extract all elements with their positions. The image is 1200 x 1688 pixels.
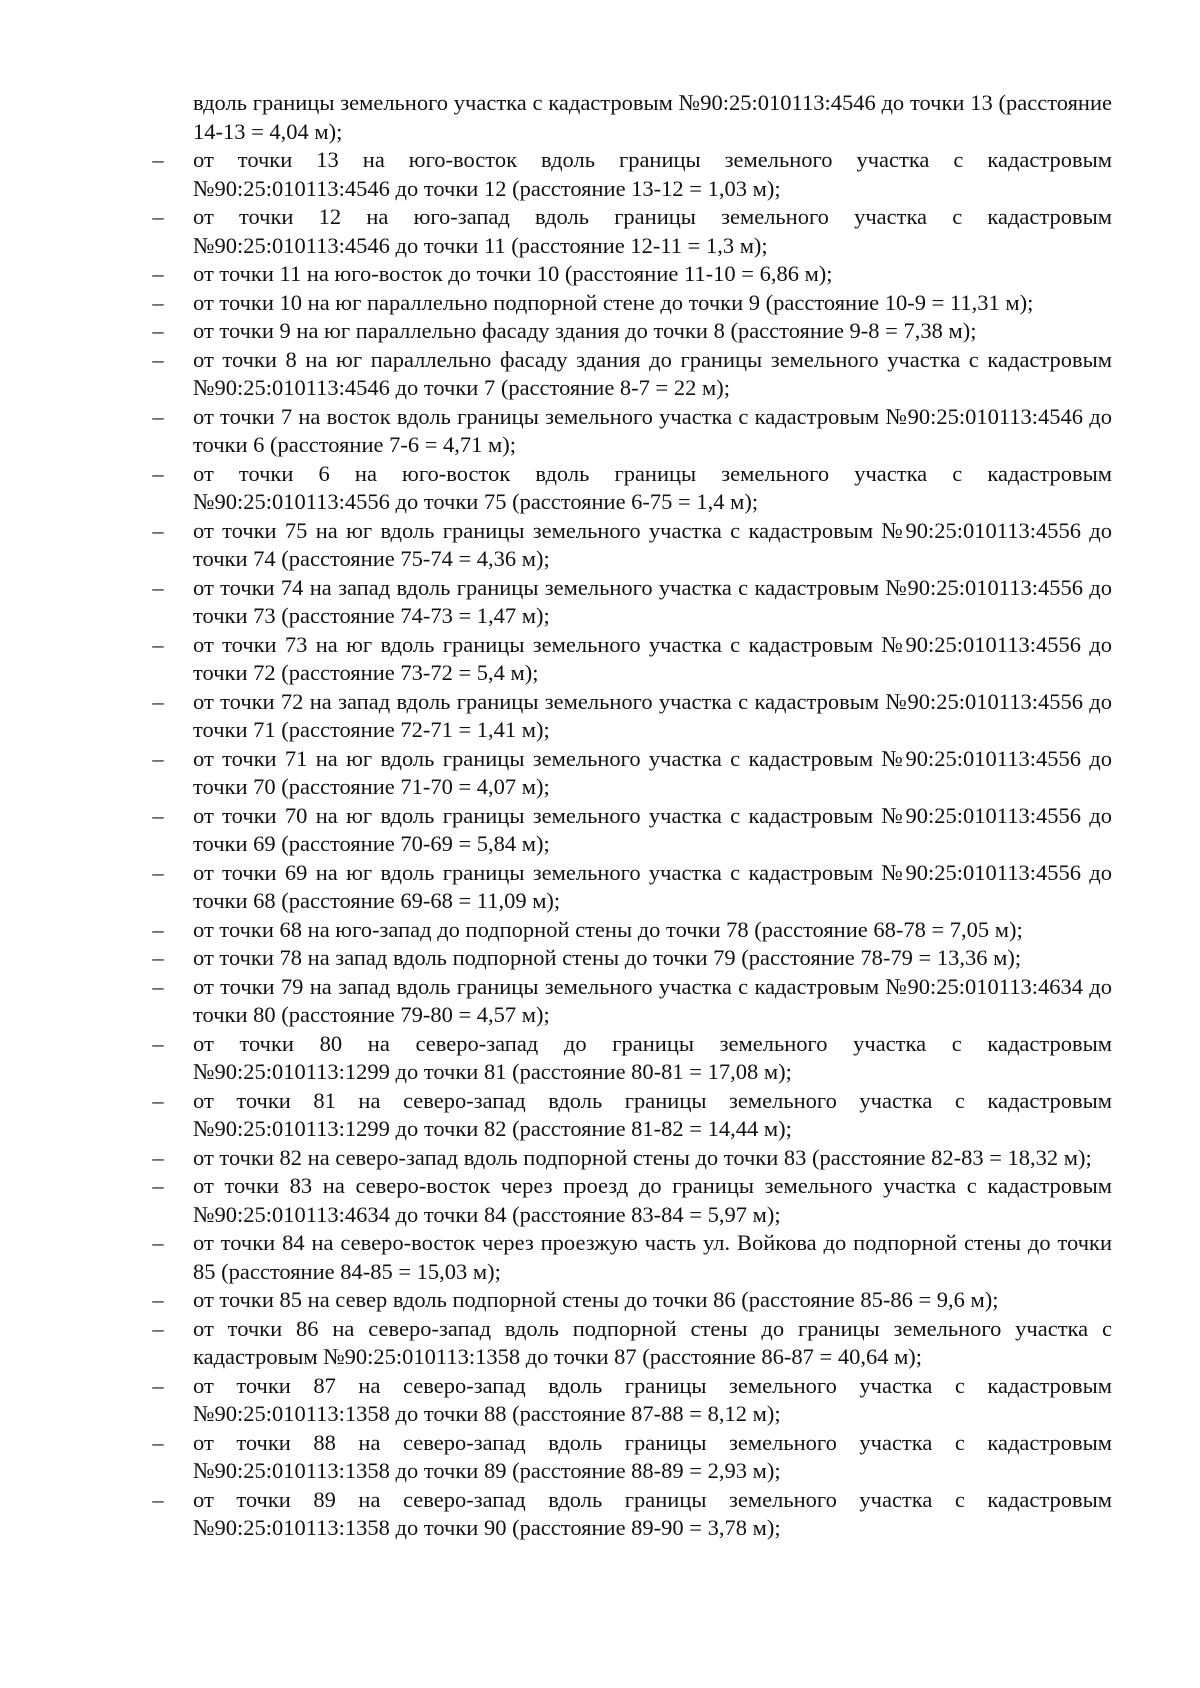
list-item-text: от точки 83 на северо-восток через проезд до границы земельного участка с кадастровым №90:25:010113:4634 до точки 84 (расстояние 83-84 = 5,97 м);: [193, 1173, 1112, 1227]
list-item: [0, 1229, 1200, 1286]
list-item-text: от точки 80 на северо-запад до границы земельного участка с кадастровым №90:25:010113:1299 до точки 81 (расстояние 80-81 = 17,08 м);: [193, 1030, 1112, 1084]
list-bullet-dash: –: [152, 289, 164, 315]
list-bullet-dash: –: [152, 745, 164, 771]
list-bullet-dash: –: [152, 945, 164, 970]
list-item: [0, 1144, 1200, 1173]
list-item-text: от точки 69 на юг вдоль границы земельного участка с кадастровым №90:25:010113:4556 до точки 68 (расстояние 69-68 = 11,09 м);: [193, 859, 1112, 913]
list-item: [0, 973, 1200, 1030]
list-item: [0, 146, 1200, 203]
list-item-text: от точки 75 на юг вдоль границы земельного участка с кадастровым №90:25:010113:4556 до точки 74 (расстояние 75-74 = 4,36 м);: [193, 517, 1112, 571]
list-item: [0, 1429, 1200, 1486]
list-item: [0, 802, 1200, 859]
list-bullet-dash: –: [152, 147, 164, 172]
list-item-text: от точки 87 на северо-запад вдоль границы земельного участка с кадастровым №90:25:010113:1358 до точки 88 (расстояние 87-88 = 8,12 м);: [193, 1372, 1112, 1426]
list-item-text: от точки 71 на юг вдоль границы земельного участка с кадастровым №90:25:010113:4556 до точки 70 (расстояние 71-70 = 4,07 м);: [193, 745, 1112, 799]
list-item-text: от точки 72 на запад вдоль границы земельного участка с кадастровым №90:25:010113:4556 до точки 71 (расстояние 72-71 = 1,41 м);: [193, 688, 1112, 742]
list-bullet-dash: –: [152, 1315, 164, 1341]
list-item-text: от точки 73 на юг вдоль границы земельного участка с кадастровым №90:25:010113:4556 до точки 72 (расстояние 73-72 = 5,4 м);: [193, 631, 1112, 685]
list-bullet-dash: –: [152, 1486, 164, 1512]
list-item: [0, 1372, 1200, 1429]
list-bullet-dash: –: [152, 204, 164, 229]
list-bullet-dash: –: [152, 973, 164, 999]
list-item-text: от точки 8 на юг параллельно фасаду здания до границы земельного участка с кадастровым №90:25:010113:4546 до точки 7 (расстояние 8-7 = 22 м);: [193, 346, 1112, 400]
list-item: [0, 1315, 1200, 1372]
list-item-text: от точки 84 на северо-восток через проезжую часть ул. Войкова до подпорной стены до точки 85 (расстояние 84-85 = 15,03 м);: [193, 1230, 1112, 1284]
list-item: [0, 916, 1200, 945]
list-item: [0, 260, 1200, 289]
list-item: [0, 289, 1200, 318]
list-item: [0, 460, 1200, 517]
list-item-text: от точки 89 на северо-запад вдоль границы земельного участка с кадастровым №90:25:010113:1358 до точки 90 (расстояние 89-90 = 3,78 м);: [193, 1486, 1112, 1540]
list-item-text: от точки 68 на юго-запад до подпорной стены до точки 78 (расстояние 68-78 = 7,05 м);: [193, 916, 1023, 942]
list-item: [0, 517, 1200, 574]
list-bullet-dash: –: [152, 1087, 164, 1113]
list-bullet-dash: –: [152, 460, 164, 486]
list-bullet-dash: –: [152, 1144, 164, 1170]
list-bullet-dash: –: [152, 318, 164, 343]
list-bullet-dash: –: [152, 859, 164, 885]
list-item-text: от точки 13 на юго-восток вдоль границы земельного участка с кадастровым №90:25:010113:4546 до точки 12 (расстояние 13-12 = 1,03 м);: [193, 147, 1112, 201]
list-item-text: от точки 82 на северо-запад вдоль подпорной стены до точки 83 (расстояние 82-83 = 18,32 м);: [193, 1144, 1092, 1170]
list-bullet-dash: –: [152, 802, 164, 828]
list-item-text: от точки 7 на восток вдоль границы земельного участка с кадастровым №90:25:010113:4546 до точки 6 (расстояние 7-6 = 4,71 м);: [193, 403, 1112, 457]
list-item: [0, 346, 1200, 403]
list-bullet-dash: –: [152, 261, 164, 286]
list-bullet-dash: –: [152, 1429, 164, 1455]
intro-paragraph: [0, 89, 1200, 146]
list-item-text: от точки 86 на северо-запад вдоль подпорной стены до границы земельного участка с кадастровым №90:25:010113:1358 до точки 87 (расстояние 86-87 = 40,64 м);: [193, 1315, 1112, 1369]
list-item: [0, 859, 1200, 916]
list-item-text: от точки 70 на юг вдоль границы земельного участка с кадастровым №90:25:010113:4556 до точки 69 (расстояние 70-69 = 5,84 м);: [193, 802, 1112, 856]
list-bullet-dash: –: [152, 517, 164, 543]
list-item-text: от точки 9 на юг параллельно фасаду здания до точки 8 (расстояние 9-8 = 7,38 м);: [193, 318, 977, 343]
list-item: [0, 944, 1200, 973]
list-bullet-dash: –: [152, 574, 164, 600]
list-bullet-dash: –: [152, 1230, 164, 1255]
list-item: [0, 574, 1200, 631]
list-item: [0, 688, 1200, 745]
list-bullet-dash: –: [152, 916, 164, 942]
list-item: [0, 403, 1200, 460]
list-bullet-dash: –: [152, 631, 164, 657]
list-item-text: от точки 79 на запад вдоль границы земельного участка с кадастровым №90:25:010113:4634 до точки 80 (расстояние 79-80 = 4,57 м);: [193, 973, 1112, 1027]
list-item-text: от точки 74 на запад вдоль границы земельного участка с кадастровым №90:25:010113:4556 до точки 73 (расстояние 74-73 = 1,47 м);: [193, 574, 1112, 628]
list-item: [0, 1030, 1200, 1087]
list-item: [0, 745, 1200, 802]
list-item-text: от точки 12 на юго-запад вдоль границы земельного участка с кадастровым №90:25:010113:4546 до точки 11 (расстояние 12-11 = 1,3 м);: [193, 204, 1112, 258]
list-bullet-dash: –: [152, 1030, 164, 1056]
list-item: [0, 317, 1200, 346]
list-item-text: от точки 88 на северо-запад вдоль границы земельного участка с кадастровым №90:25:010113:1358 до точки 89 (расстояние 88-89 = 2,93 м);: [193, 1429, 1112, 1483]
list-item: [0, 1172, 1200, 1229]
list-item: [0, 1087, 1200, 1144]
list-item-text: от точки 78 на запад вдоль подпорной стены до точки 79 (расстояние 78-79 = 13,36 м);: [193, 945, 1022, 970]
list-item-text: от точки 10 на юг параллельно подпорной стене до точки 9 (расстояние 10-9 = 11,31 м);: [193, 289, 1034, 315]
list-bullet-dash: –: [152, 1372, 164, 1398]
list-bullet-dash: –: [152, 403, 164, 429]
list-item-text: от точки 81 на северо-запад вдоль границы земельного участка с кадастровым №90:25:010113:1299 до точки 82 (расстояние 81-82 = 14,44 м);: [193, 1087, 1112, 1141]
intro-text: вдоль границы земельного участка с кадастровым №90:25:010113:4546 до точки 13 (расстояние 14-13 = 4,04 м);: [193, 90, 1112, 144]
list-item: [0, 1286, 1200, 1315]
list-bullet-dash: –: [152, 1287, 164, 1312]
list-item: [0, 203, 1200, 260]
list-item: [0, 631, 1200, 688]
boundary-description-list: [0, 89, 1200, 1543]
list-item-text: от точки 85 на север вдоль подпорной стены до точки 86 (расстояние 85-86 = 9,6 м);: [193, 1287, 999, 1312]
list-item-text: от точки 11 на юго-восток до точки 10 (расстояние 11-10 = 6,86 м);: [193, 261, 833, 286]
list-item: [0, 1486, 1200, 1543]
list-bullet-dash: –: [152, 1173, 164, 1198]
list-bullet-dash: –: [152, 346, 164, 372]
list-bullet-dash: –: [152, 688, 164, 714]
list-item-text: от точки 6 на юго-восток вдоль границы земельного участка с кадастровым №90:25:010113:4556 до точки 75 (расстояние 6-75 = 1,4 м);: [193, 460, 1112, 514]
